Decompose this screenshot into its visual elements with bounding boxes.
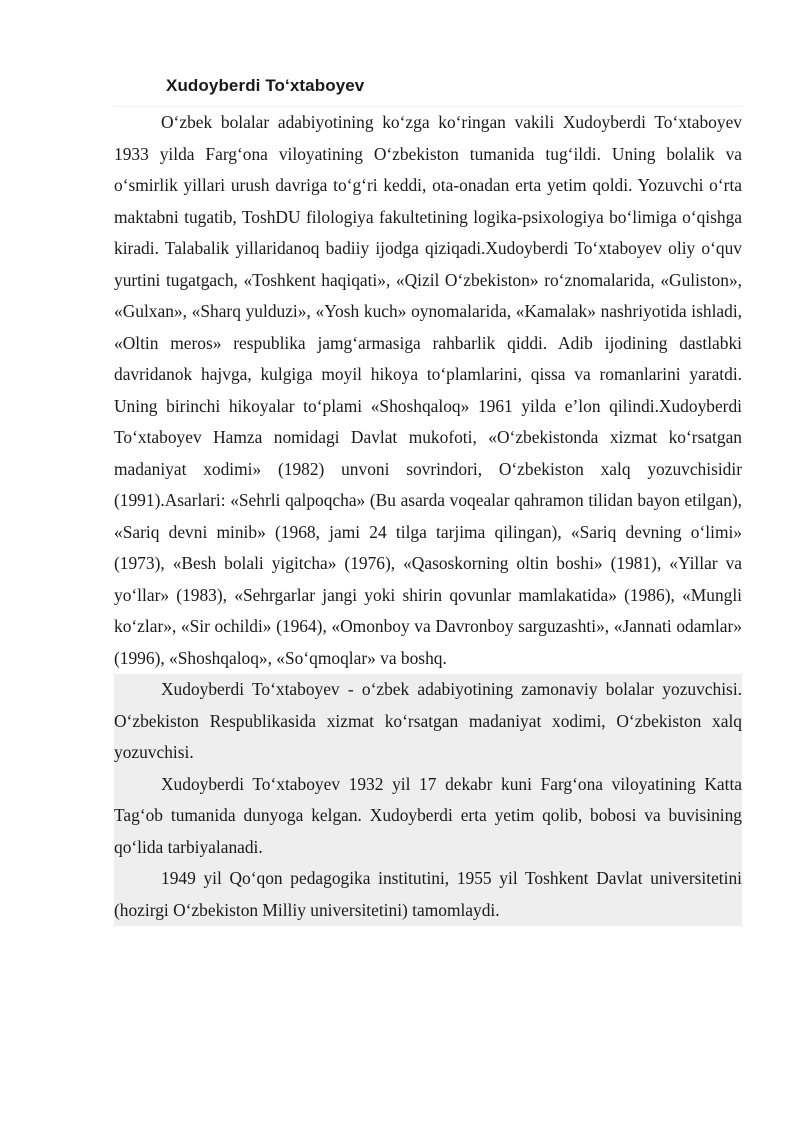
shaded-section <box>114 674 742 926</box>
document-title: Xudoyberdi To‘xtaboyev <box>166 76 365 95</box>
paragraph-education: 1949 yil Qo‘qon pedagogika institutini, 1955 yil Toshkent Davlat universitetini (hozirgi O‘zbekiston Milliy universitetini) tamomlaydi. <box>114 868 742 920</box>
paragraph-summary: Xudoyberdi To‘xtaboyev - o‘zbek adabiyotining zamonaviy bolalar yozuvchisi. O‘zbekiston Respublikasida xizmat ko‘rsatgan madaniyat xodimi, O‘zbekiston xalq yozuvchisi. <box>114 679 742 762</box>
paragraph-birth: Xudoyberdi To‘xtaboyev 1932 yil 17 dekabr kuni Farg‘ona viloyatining Katta Tag‘ob tumanida dunyoga kelgan. Xudoyberdi erta yetim qolib, bobosi va buvisining qo‘lida tarbiyalanadi. <box>114 773 742 857</box>
document-body <box>114 107 742 926</box>
paragraph-biography: O‘zbek bolalar adabiyotining ko‘zga ko‘ringan vakili Xudoyberdi To‘xtaboyev 1933 yilda Farg‘ona viloyatining O‘zbekiston tumanida tug‘ildi. Uning bolalik va o‘smirlik yillari urush davriga to‘g‘ri keddi, ota-onadan erta yetim qoldi. Yozuvchi o‘rta maktabni tugatib, ToshDU filologiya fakultetining logika-psixologiya bo‘limiga o‘qishga kiradi. Talabalik yillaridanoq badiiy ijodga qiziqadi.Xudoyberdi To‘xtaboyev oliy o‘quv yurtini tugatgach, «Toshkent haqiqati», «Qizil O‘zbekiston» ro‘znomalarida, «Guliston», «Gulxan», «Sharq yulduzi», «Yosh kuch» oynomalarida, «Kamalak» nashriyotida ishladi, «Oltin meros» respublika jamg‘armasiga rahbarlik qiddi. Adib ijodining dastlabki davridanok hajvga, kulgiga moyil hikoya to‘plamlarini, qissa va romanlarini yaratdi. Uning birinchi hikoyalar to‘plami «Shoshqaloq» 1961 yilda e’lon qilindi.Xudoyberdi To‘xtaboyev Hamza nomidagi Davlat mukofoti, «O‘zbekistonda xizmat ko‘rsatgan madaniyat xodimi» (1982) unvoni sovrindori, O‘zbekiston xalq yozuvchisidir (1991).Asarlari: «Sehrli qalpoqcha» (Bu asarda voqealar qahramon tilidan bayon etilgan), «Sariq devni minib» (1968, jami 24 tilga tarjima qilingan), «Sariq devning o‘limi» (1973), «Besh bolali yigitcha» (1976), «Qasoskorning oltin boshi» (1981), «Yillar va yo‘llar» (1983), «Sehrgarlar jangi yoki shirin qovunlar mamlakatida» (1986), «Mungli ko‘zlar», «Sir ochildi» (1964), «Omonboy va Davronboy sarguzashti», «Jannati odamlar» (1996), «Shoshqaloq», «So‘qmoqlar» va boshq. <box>114 112 742 668</box>
